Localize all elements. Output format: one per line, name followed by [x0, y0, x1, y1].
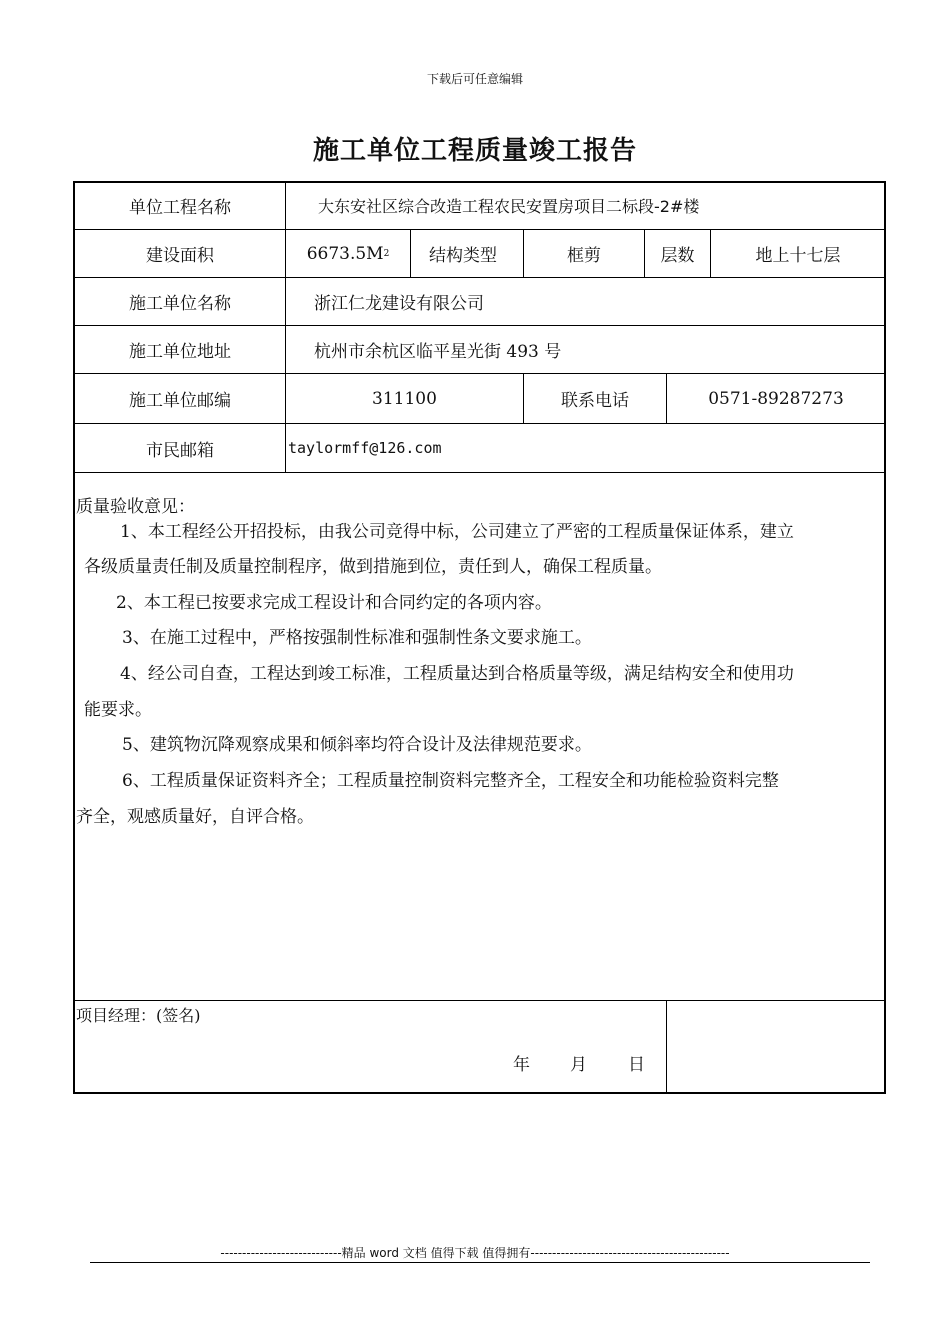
area-value: 6673.5M 2	[306, 243, 390, 264]
floors-value: 地上十七层	[755, 246, 841, 266]
opinion-item-1-line-1: 1、本工程经公开招投标，由我公司竞得中标，公司建立了严密的工程质量保证体系，建立	[120, 522, 794, 542]
phone-value: 0571-89287273	[708, 388, 844, 409]
address-label: 施工单位地址	[129, 342, 231, 362]
postcode-value: 311100	[372, 388, 437, 409]
structure-type-value: 框剪	[567, 246, 601, 266]
floors-label: 层数	[660, 246, 695, 266]
row-divider	[73, 472, 886, 473]
area-label: 建设面积	[146, 246, 214, 266]
opinion-heading: 质量验收意见：	[76, 497, 195, 517]
area-number: 6673.5M	[306, 243, 384, 264]
phone-label: 联系电话	[561, 391, 629, 411]
address-value: 杭州市余杭区临平星光街 493 号	[314, 342, 562, 362]
col-divider	[285, 181, 286, 472]
footer-note: ----------------------------精品 word 文档 值得下载 值得拥有----------------------------------------------	[220, 1246, 730, 1260]
page-title: 施工单位工程质量竣工报告	[312, 136, 637, 166]
row-divider	[73, 1000, 886, 1001]
signature-label: 项目经理：(签名)	[76, 1005, 201, 1025]
footer-rule	[90, 1262, 870, 1263]
top-note: 下载后可任意编辑	[426, 72, 523, 86]
signature-month: 月	[570, 1054, 587, 1075]
col-divider	[666, 1000, 667, 1094]
company-label: 施工单位名称	[129, 294, 231, 314]
opinion-item-4-line-2: 能要求。	[84, 700, 152, 720]
opinion-item-6-line-1: 6、工程质量保证资料齐全；工程质量控制资料完整齐全，工程安全和功能检验资料完整	[122, 771, 779, 791]
opinion-item-3: 3、在施工过程中，严格按强制性标准和强制性条文要求施工。	[122, 628, 592, 648]
project-name-value: 大东安社区综合改造工程农民安置房项目二标段-2#楼	[318, 197, 700, 216]
structure-type-label: 结构类型	[429, 246, 497, 266]
opinion-item-2: 2、本工程已按要求完成工程设计和合同约定的各项内容。	[116, 593, 552, 613]
opinion-item-4-line-1: 4、经公司自查，工程达到竣工标准，工程质量达到合格质量等级，满足结构安全和使用功	[120, 664, 794, 684]
email-value: taylormff@126.com	[288, 439, 442, 457]
project-name-label: 单位工程名称	[129, 198, 231, 218]
postcode-label: 施工单位邮编	[129, 391, 231, 411]
opinion-item-5: 5、建筑物沉降观察成果和倾斜率均符合设计及法律规范要求。	[122, 735, 592, 755]
email-label: 市民邮箱	[146, 440, 214, 461]
opinion-item-1-line-2: 各级质量责任制及质量控制程序，做到措施到位，责任到人，确保工程质量。	[84, 557, 662, 577]
signature-year: 年	[513, 1054, 530, 1075]
signature-day: 日	[628, 1054, 645, 1075]
opinion-item-6-line-2: 齐全，观感质量好，自评合格。	[76, 807, 314, 827]
company-value: 浙江仁龙建设有限公司	[314, 294, 484, 314]
